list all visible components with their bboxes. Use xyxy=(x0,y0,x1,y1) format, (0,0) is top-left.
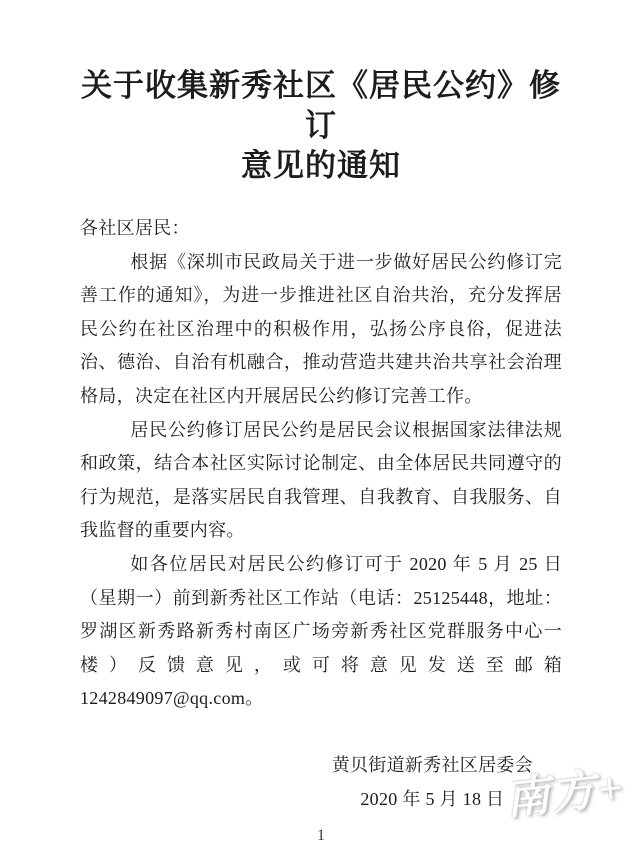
nanfang-plus-watermark-logo: 南方+ xyxy=(503,762,627,825)
paragraph-definition: 居民公约修订居民公约是居民会议根据国家法律法规和政策，结合本社区实际讨论制定、由全体居民共同遵守的行为规范，是落实居民自我管理、自我教育、自我服务、自我监督的重要内容。 xyxy=(80,419,562,541)
paragraph-basis: 根据《深圳市民政局关于进一步做好居民公约修订完善工作的通知》，为进一步推进社区自治共治，充分发挥居民公约在社区治理中的积极作用，弘扬公序良俗，促进法治、德治、自治有机融合，推动营造共建共治共享社会治理格局，决定在社区内开展居民公约修订完善工作。 xyxy=(80,251,562,406)
issue-date: 2020 年 5 月 18 日 xyxy=(360,788,505,809)
paragraph-feedback-instructions: 如各位居民对居民公约修订可于 2020 年 5 月 25 日（星期一）前到新秀社区工作站（电话：25125448，地址：罗湖区新秀路新秀村南区广场旁新秀社区党群服务中心一楼）反馈意见，或可将意见发送至邮箱 1242849097@qq.com。 xyxy=(80,553,562,709)
document-title-line-1: 关于收集新秀社区《居民公约》修订 xyxy=(81,68,561,143)
closing-block xyxy=(332,749,533,816)
issuer-signature: 黄贝街道新秀社区居委会 xyxy=(331,754,533,775)
document-body xyxy=(80,212,562,716)
page-number: 1 xyxy=(317,827,325,844)
salutation: 各社区居民： xyxy=(80,218,190,238)
document-title xyxy=(80,66,562,186)
document-title-line-2: 意见的通知 xyxy=(241,148,401,183)
